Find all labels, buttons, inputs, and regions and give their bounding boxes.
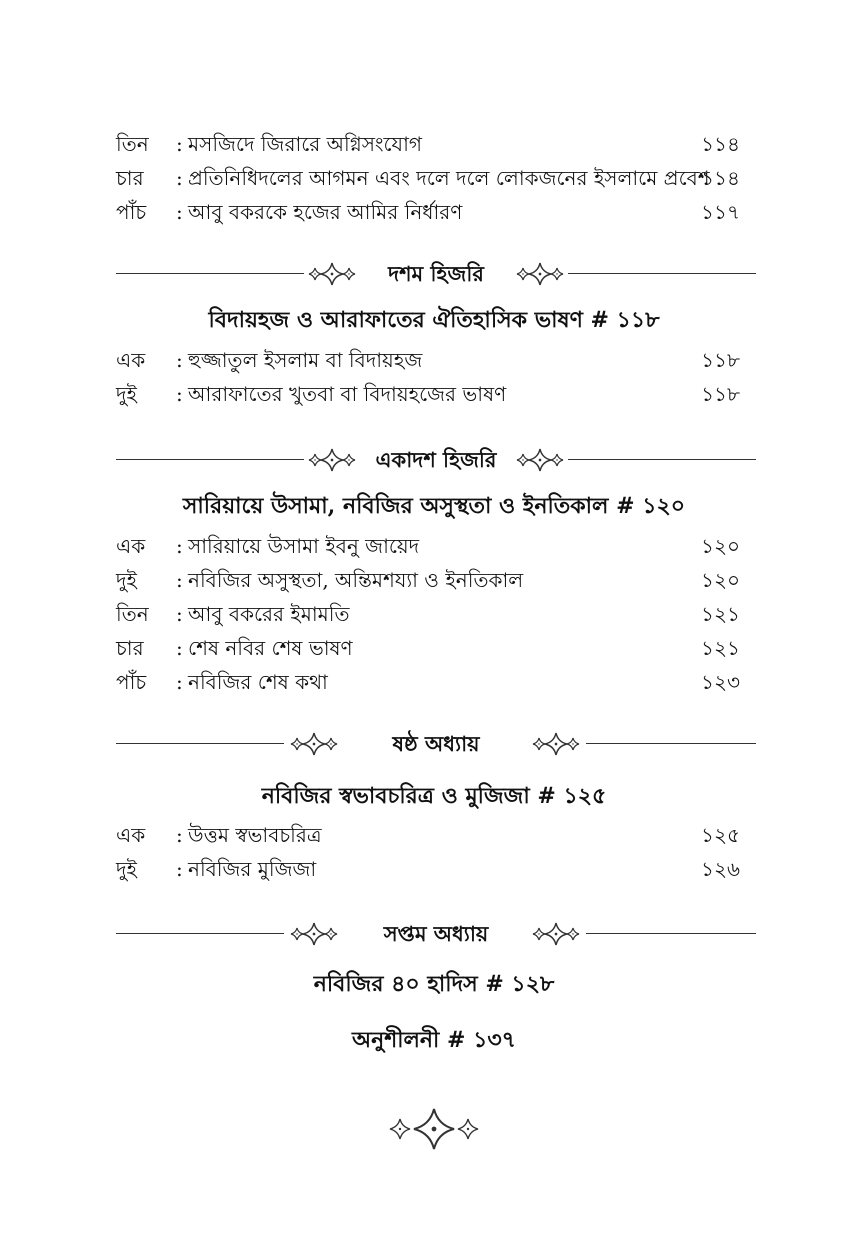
chapter-title[interactable]: নবিজির ৪০ হাদিস # ১২৮	[313, 971, 555, 997]
entry-title: আবু বকরকে হজের আমির নির্ধারণ	[188, 200, 463, 224]
entry-title: নবিজির মুজিজা	[188, 857, 317, 881]
toc-group	[116, 818, 756, 886]
entry-page: ১১৪	[701, 132, 740, 156]
entry-ordinal: পাঁচ	[116, 200, 147, 224]
entry-page: ১২০	[701, 534, 740, 558]
rule-right	[586, 933, 756, 934]
chapter-title[interactable]: নবিজির স্বভাবচরিত্র ও মুজিজা # ১২৫	[261, 783, 607, 809]
entry-ordinal: দুই	[116, 568, 137, 592]
entry-page: ১২১	[701, 636, 740, 660]
entry-colon: :	[176, 636, 183, 660]
section-heading: একাদশ হিজরি	[375, 447, 497, 472]
entry-page: ১১৭	[701, 200, 740, 224]
entry-ordinal: দুই	[116, 382, 137, 406]
entry-colon: :	[176, 348, 183, 372]
star-ornament-icon	[524, 920, 588, 948]
entry-page: ১২৩	[701, 670, 740, 694]
toc-group	[116, 529, 756, 699]
entry-colon: :	[176, 568, 183, 592]
star-ornament-icon	[524, 730, 588, 758]
entry-ordinal: চার	[116, 166, 144, 190]
section-heading: সপ্তম অধ্যায়	[383, 921, 489, 946]
toc-row[interactable]	[116, 631, 756, 665]
entry-page: ১১৮	[701, 348, 740, 372]
entry-title: হুজ্জাতুল ইসলাম বা বিদায়হজ	[188, 348, 423, 372]
entry-colon: :	[176, 857, 183, 881]
entry-page: ১২৫	[701, 823, 740, 847]
entry-ordinal: চার	[116, 636, 144, 660]
entry-colon: :	[176, 534, 183, 558]
entry-title: নবিজির অসুস্থতা, অন্তিমশয্যা ও ইনতিকাল	[188, 568, 524, 592]
toc-row[interactable]	[116, 563, 756, 597]
section-divider	[116, 442, 756, 478]
entry-ordinal: এক	[116, 348, 146, 372]
toc-row[interactable]	[116, 127, 756, 161]
entry-title: উত্তম স্বভাবচরিত্র	[188, 823, 322, 847]
entry-ordinal: দুই	[116, 857, 137, 881]
toc-row[interactable]	[116, 377, 756, 411]
toc-row[interactable]	[116, 597, 756, 631]
toc-group-continued	[116, 127, 756, 229]
star-ornament-icon	[514, 446, 566, 474]
toc-row[interactable]	[116, 161, 756, 195]
entry-title: প্রতিনিধিদলের আগমন এবং দলে দলে লোকজনের ইসলামে প্রবেশ	[188, 166, 710, 190]
end-star-ornament-icon	[384, 1106, 484, 1152]
entry-title: শেষ নবির শেষ ভাষণ	[188, 636, 353, 660]
section-divider	[116, 256, 756, 292]
chapter-divider	[116, 726, 756, 762]
toc-row[interactable]	[116, 818, 756, 852]
chapter-title[interactable]: সারিয়ায়ে উসামা, নবিজির অসুস্থতা ও ইনতিকাল # ১২০	[182, 493, 686, 519]
toc-row[interactable]	[116, 665, 756, 699]
entry-title: মসজিদে জিরারে অগ্নিসংযোগ	[188, 132, 422, 156]
entry-colon: :	[176, 670, 183, 694]
chapter-divider	[116, 916, 756, 952]
entry-ordinal: তিন	[116, 602, 149, 626]
toc-row[interactable]	[116, 343, 756, 377]
entry-title: সারিয়ায়ে উসামা ইবনু জায়েদ	[188, 534, 420, 558]
entry-colon: :	[176, 602, 183, 626]
rule-right	[568, 459, 756, 460]
entry-ordinal: তিন	[116, 132, 149, 156]
entry-page: ১২০	[701, 568, 740, 592]
entry-colon: :	[176, 200, 183, 224]
rule-right	[586, 743, 756, 744]
chapter-title[interactable]: বিদায়হজ ও আরাফাতের ঐতিহাসিক ভাষণ # ১১৮	[208, 307, 660, 333]
entry-page: ১১৪	[701, 166, 740, 190]
entry-ordinal: এক	[116, 534, 146, 558]
toc-row[interactable]	[116, 852, 756, 886]
toc-group	[116, 343, 756, 411]
entry-page: ১২৬	[701, 857, 740, 881]
entry-page: ১২১	[701, 602, 740, 626]
star-ornament-icon	[514, 260, 566, 288]
entry-colon: :	[176, 382, 183, 406]
section-heading: ষষ্ঠ অধ্যায়	[392, 731, 480, 756]
entry-page: ১১৮	[701, 382, 740, 406]
toc-row[interactable]	[116, 195, 756, 229]
entry-colon: :	[176, 132, 183, 156]
entry-ordinal: এক	[116, 823, 146, 847]
entry-colon: :	[176, 166, 183, 190]
section-heading: দশম হিজরি	[388, 261, 484, 286]
entry-title: নবিজির শেষ কথা	[188, 670, 328, 694]
rule-right	[568, 273, 756, 274]
entry-title: আবু বকরের ইমামতি	[188, 602, 350, 626]
entry-ordinal: পাঁচ	[116, 670, 147, 694]
entry-colon: :	[176, 823, 183, 847]
toc-row[interactable]	[116, 529, 756, 563]
entry-title: আরাফাতের খুতবা বা বিদায়হজের ভাষণ	[188, 382, 507, 406]
exercise-entry[interactable]: অনুশীলনী # ১৩৭	[352, 1027, 516, 1053]
